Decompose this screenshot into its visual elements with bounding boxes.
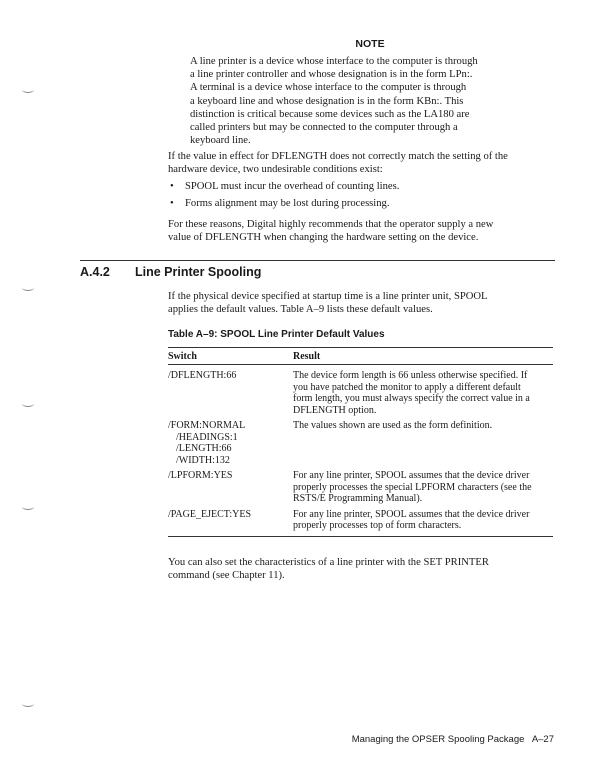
switch-line: /WIDTH:132	[176, 454, 230, 466]
result-line: For any line printer, SPOOL assumes that the device driver	[293, 508, 530, 520]
switch-line: /FORM:NORMAL	[168, 420, 246, 431]
note-line: called printers but may be connected to the computer through a	[190, 122, 458, 134]
note-line: distinction is critical because some devices such as the LA180 are	[190, 108, 470, 120]
note-line: A line printer is a device whose interface to the computer is through	[190, 56, 478, 67]
paragraph-spooling	[168, 290, 568, 316]
note-line: A terminal is a device whose interface to the computer is through	[190, 82, 467, 94]
section-divider	[80, 260, 555, 261]
result-cell	[293, 468, 553, 507]
table-row	[168, 365, 553, 419]
result-cell	[293, 507, 553, 537]
table-title: Table A–9: SPOOL Line Printer Default Values	[168, 329, 385, 340]
result-line: The values shown are used as the form definition.	[293, 420, 493, 431]
text-line: For these reasons, Digital highly recommends that the operator supply a new	[168, 219, 494, 230]
footer-title: Managing the OPSER Spooling Package	[351, 734, 525, 745]
result-cell	[293, 365, 553, 419]
switch-line: /LPFORM:YES	[168, 470, 233, 481]
table-row	[168, 468, 553, 507]
binding-hole-mark	[22, 400, 34, 407]
result-line: properly processes top of form characters.	[293, 520, 462, 531]
bullet-icon: •	[170, 198, 174, 209]
note-body	[190, 55, 560, 147]
binding-hole-mark	[22, 700, 34, 707]
binding-hole-mark	[22, 503, 34, 510]
note-line: a line printer controller and whose designation is in the form LPn:.	[190, 69, 473, 81]
result-line: you have patched the monitor to apply a different default	[293, 381, 521, 393]
bullet-text: Forms alignment may be lost during processing.	[185, 198, 390, 209]
defaults-table	[168, 349, 553, 537]
switch-cell	[168, 468, 293, 507]
result-line: properly processes the special LPFORM characters (see the	[293, 481, 532, 493]
switch-line: /PAGE_EJECT:YES	[168, 508, 252, 520]
result-line: RSTS/E Programming Manual).	[293, 493, 423, 504]
table-row	[168, 418, 553, 468]
page-footer	[352, 733, 554, 746]
binding-hole-mark	[22, 86, 34, 93]
result-line: form length, you must always specify the correct value in a	[293, 393, 530, 404]
switch-cell	[168, 507, 293, 537]
text-line: applies the default values. Table A–9 lists these default values.	[168, 304, 433, 316]
section-number: A.4.2	[80, 265, 110, 279]
page-number: A–27	[531, 734, 554, 745]
result-line: DFLENGTH option.	[293, 404, 377, 416]
switch-cell	[168, 365, 293, 419]
column-header: Switch	[168, 349, 293, 365]
text-line: You can also set the characteristics of a line printer with the SET PRINTER	[168, 557, 489, 568]
bullet-text: SPOOL must incur the overhead of counting lines.	[185, 181, 400, 192]
result-cell	[293, 418, 553, 468]
text-line: command (see Chapter 11).	[168, 570, 285, 582]
bullet-icon: •	[170, 181, 174, 192]
paragraph-set-printer	[168, 556, 568, 582]
text-line: value of DFLENGTH when changing the hardware setting on the device.	[168, 232, 479, 244]
table-row	[168, 507, 553, 537]
paragraph-dflength	[168, 150, 568, 176]
switch-line: /LENGTH:66	[176, 443, 232, 454]
result-line: For any line printer, SPOOL assumes that the device driver	[293, 470, 530, 481]
section-title: Line Printer Spooling	[135, 265, 262, 279]
paragraph-recommendation	[168, 218, 568, 244]
switch-line: /DFLENGTH:66	[168, 370, 237, 381]
note-line: a keyboard line and whose designation is in the form KBn:. This	[190, 95, 464, 107]
table-top-rule	[168, 347, 553, 348]
switch-line: /HEADINGS:1	[176, 431, 238, 443]
text-line: hardware device, two undesirable conditions exist:	[168, 164, 383, 176]
note-line: keyboard line.	[190, 135, 251, 147]
text-line: If the physical device specified at startup time is a line printer unit, SPOOL	[168, 291, 488, 302]
result-line: The device form length is 66 unless otherwise specified. If	[293, 370, 528, 381]
column-header: Result	[293, 349, 553, 365]
text-line: If the value in effect for DFLENGTH does not correctly match the setting of the	[168, 151, 508, 162]
binding-hole-mark	[22, 284, 34, 291]
switch-cell	[168, 418, 293, 468]
note-title: NOTE	[355, 38, 385, 50]
